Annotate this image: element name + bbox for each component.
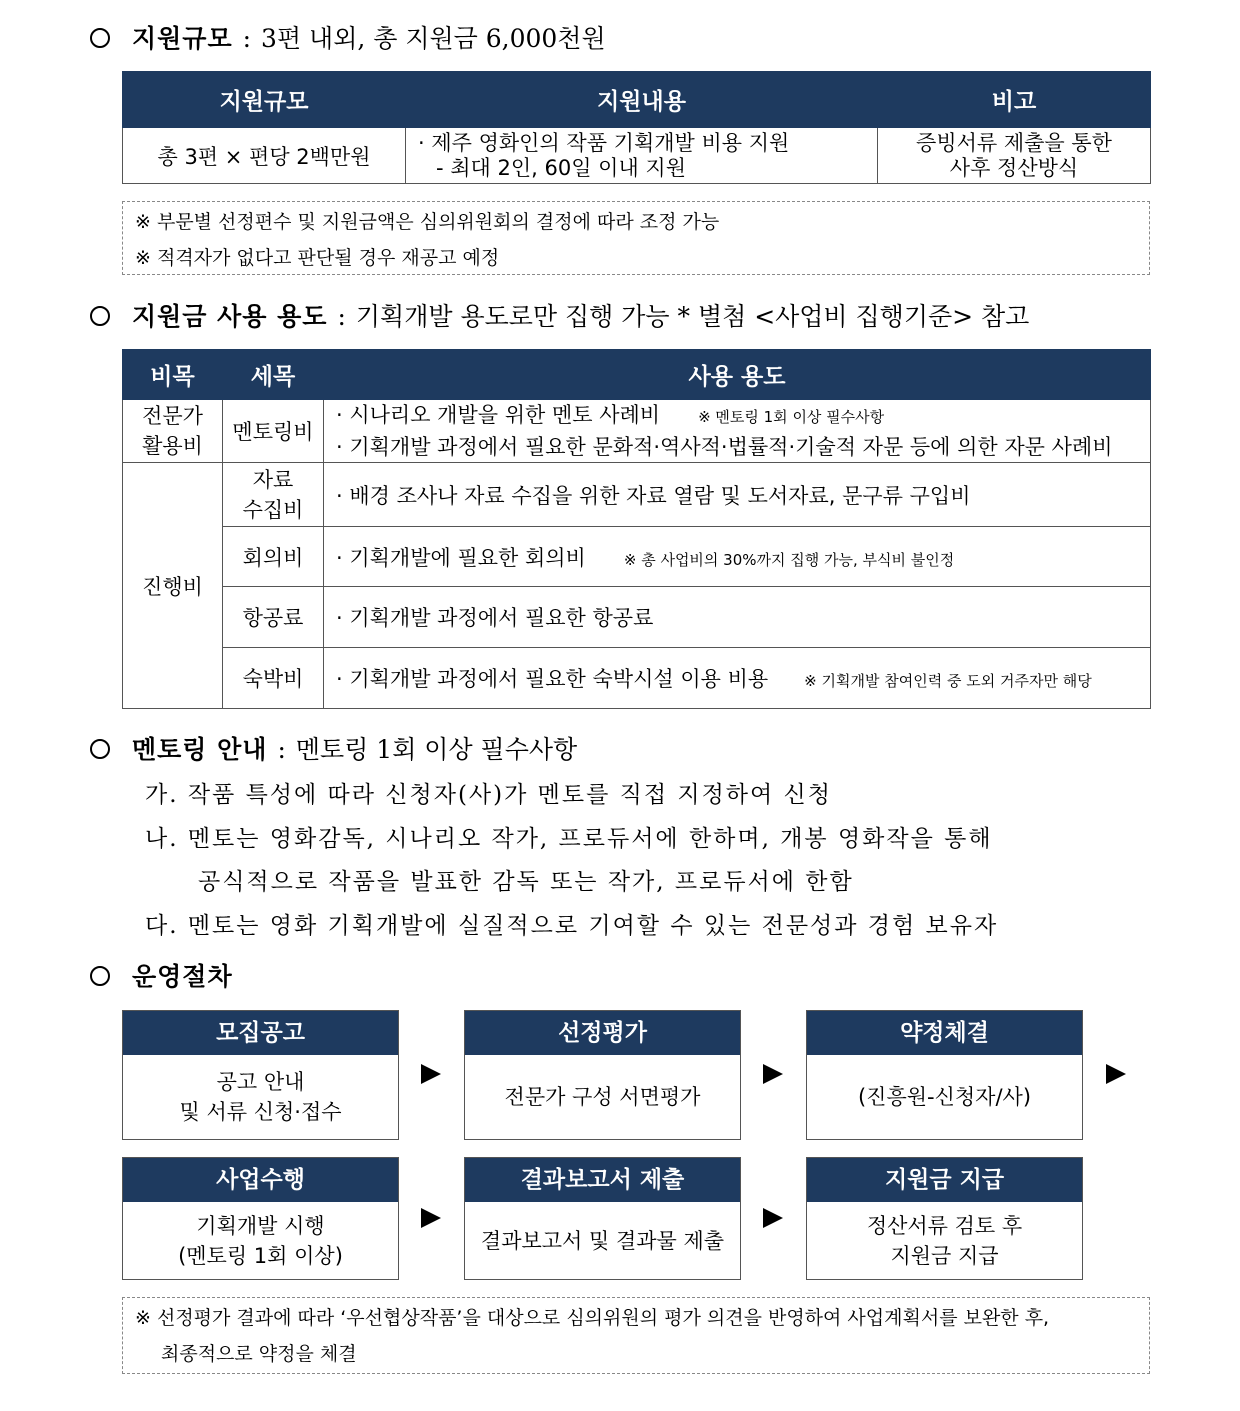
- step-execution: 사업수행 기획개발 시행 (멘토링 1회 이상): [122, 1157, 399, 1280]
- step-report: 결과보고서 제출 결과보고서 및 결과물 제출: [464, 1157, 741, 1280]
- header-category: 비목: [123, 350, 223, 400]
- header-scale: 지원규모: [123, 72, 406, 128]
- section-text: 멘토링 1회 이상 필수사항: [295, 735, 578, 764]
- section-title: 멘토링 안내: [132, 735, 268, 764]
- arrow-right-icon: [1106, 1064, 1126, 1084]
- cell-sub-meeting: 회의비: [223, 527, 324, 587]
- header-content: 지원내용: [406, 72, 878, 128]
- step-agreement: 약정체결 (진흥원-신청자/사): [806, 1010, 1083, 1140]
- cell-category-expert: 전문가 활용비: [123, 400, 223, 463]
- section-text: 3편 내외, 총 지원금 6,000천원: [261, 24, 606, 53]
- header-usage: 사용 용도: [324, 350, 1151, 400]
- note-box-1: ※ 부문별 선정편수 및 지원금액은 심의위원회의 결정에 따라 조정 가능 ※ 적격자가 없다고 판단될 경우 재공고 예정: [122, 201, 1150, 275]
- cell-sub-airfare: 항공료: [223, 587, 324, 648]
- mentor-item-c: 다. 멘토는 영화 기획개발에 실질적으로 기여할 수 있는 전문성과 경험 보유자: [145, 913, 999, 939]
- section-mentoring-guide: 멘토링 안내 : 멘토링 1회 이상 필수사항: [90, 733, 577, 767]
- section-title: 지원금 사용 용도: [132, 302, 328, 331]
- section-support-scale: 지원규모 : 3편 내외, 총 지원금 6,000천원: [90, 22, 606, 56]
- mentor-item-b: 나. 멘토는 영화감독, 시나리오 작가, 프로듀서에 한하며, 개봉 영화작을 통해: [145, 826, 993, 852]
- cell-usage-mentoring: · 시나리오 개발을 위한 멘토 사례비 ※ 멘토링 1회 이상 필수사항 · 기획개발 과정에서 필요한 문화적·역사적·법률적·기술적 자문 등에 의한 자문 사례비: [324, 400, 1151, 463]
- arrow-right-icon: [763, 1064, 783, 1084]
- step-payment: 지원금 지급 정산서류 검토 후 지원금 지급: [806, 1157, 1083, 1280]
- section-procedure: [90, 960, 233, 994]
- cell-sub-lodging: 숙박비: [223, 648, 324, 709]
- section-title: 운영절차: [132, 962, 233, 991]
- arrow-right-icon: [421, 1208, 441, 1228]
- header-remark: 비고: [878, 72, 1151, 128]
- note-box-2: ※ 선정평가 결과에 따라 ‘우선협상작품’을 대상으로 심의위원의 평가 의견을 반영하여 사업계획서를 보완한 후, 최종적으로 약정을 체결: [122, 1297, 1150, 1374]
- arrow-right-icon: [763, 1208, 783, 1228]
- circle-bullet-icon: [90, 966, 110, 986]
- cell-sub-mentoring: 멘토링비: [223, 400, 324, 463]
- mentor-item-b-cont: 공식적으로 작품을 발표한 감독 또는 작가, 프로듀서에 한함: [198, 869, 854, 895]
- header-subcategory: 세목: [223, 350, 324, 400]
- fund-usage-table: [122, 349, 1151, 709]
- mentor-item-a: 가. 작품 특성에 따라 신청자(사)가 멘토를 직접 지정하여 신청: [145, 782, 832, 808]
- circle-bullet-icon: [90, 306, 110, 326]
- circle-bullet-icon: [90, 739, 110, 759]
- cell-category-progress: 진행비: [123, 463, 223, 709]
- step-evaluation: 선정평가 전문가 구성 서면평가: [464, 1010, 741, 1140]
- section-fund-usage: 지원금 사용 용도 : 기획개발 용도로만 집행 가능 * 별첨 <사업비 집행기준> 참고: [90, 300, 1029, 334]
- cell-content: · 제주 영화인의 작품 기획개발 비용 지원 - 최대 2인, 60일 이내 지원: [406, 128, 878, 184]
- circle-bullet-icon: [90, 28, 110, 48]
- cell-usage-meeting: · 기획개발에 필요한 회의비 ※ 총 사업비의 30%까지 집행 가능, 부식비 불인정: [324, 527, 1151, 587]
- arrow-right-icon: [421, 1064, 441, 1084]
- cell-usage-data: · 배경 조사나 자료 수집을 위한 자료 열람 및 도서자료, 문구류 구입비: [324, 463, 1151, 527]
- cell-usage-airfare: · 기획개발 과정에서 필요한 항공료: [324, 587, 1151, 648]
- step-recruitment: 모집공고 공고 안내 및 서류 신청·접수: [122, 1010, 399, 1140]
- section-title: 지원규모: [132, 24, 233, 53]
- section-text: 기획개발 용도로만 집행 가능 * 별첨 <사업비 집행기준> 참고: [355, 302, 1030, 331]
- cell-usage-lodging: · 기획개발 과정에서 필요한 숙박시설 이용 비용 ※ 기획개발 참여인력 중 도외 거주자만 해당: [324, 648, 1151, 709]
- support-scale-table: [122, 71, 1151, 184]
- cell-remark: 증빙서류 제출을 통한 사후 정산방식: [878, 128, 1151, 184]
- cell-scale: 총 3편 × 편당 2백만원: [123, 128, 406, 184]
- cell-sub-data: 자료 수집비: [223, 463, 324, 527]
